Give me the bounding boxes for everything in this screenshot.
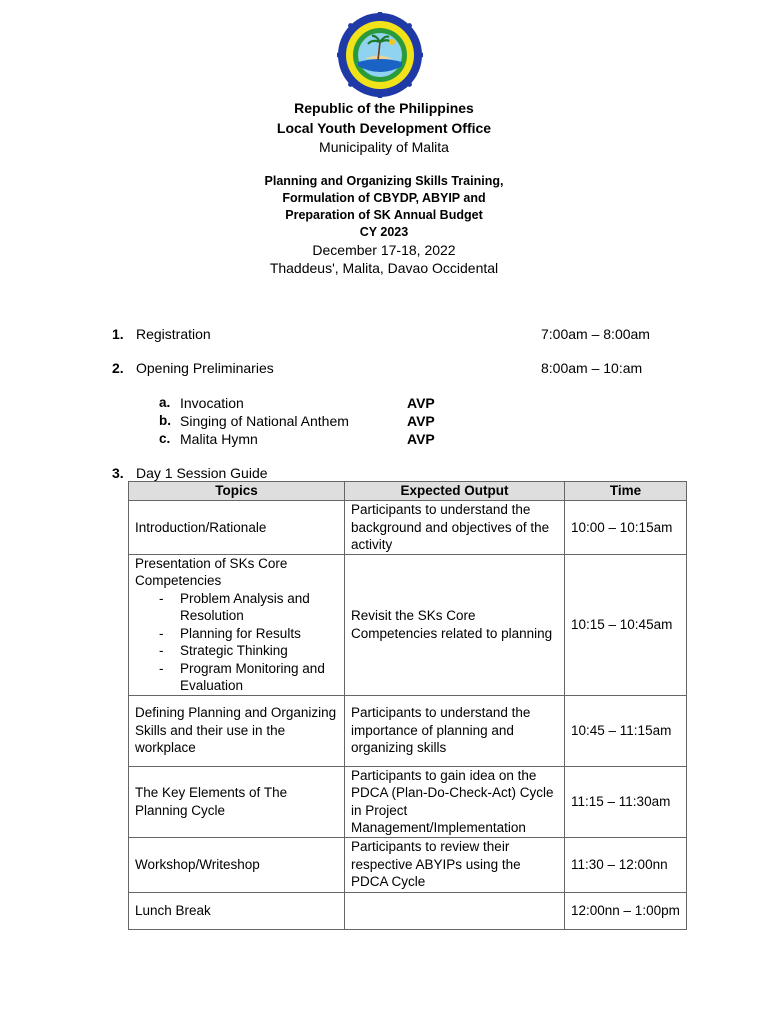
table-row bbox=[129, 695, 687, 766]
row-time: 11:30 – 12:00nn bbox=[565, 837, 687, 892]
sub-item-b-letter: b. bbox=[159, 413, 171, 428]
row-time: 11:15 – 11:30am bbox=[565, 766, 687, 837]
table-header-row bbox=[129, 482, 687, 501]
row-expected-output bbox=[345, 892, 565, 929]
table-row bbox=[129, 501, 687, 555]
title-line-1: Planning and Organizing Skills Training, bbox=[264, 174, 504, 188]
sub-item-a-label: Invocation bbox=[180, 395, 244, 411]
item-1-label: Registration bbox=[136, 326, 211, 342]
sub-item-b-label: Singing of National Anthem bbox=[180, 413, 349, 429]
sub-item-c-label: Malita Hymn bbox=[180, 431, 258, 447]
competency-item: - Planning for Results bbox=[135, 625, 338, 643]
sub-item-b-by: AVP bbox=[407, 413, 435, 429]
title-line-2: Formulation of CBYDP, ABYIP and bbox=[282, 191, 486, 205]
column-header-expected-output: Expected Output bbox=[345, 482, 565, 501]
competency-item: - Problem Analysis and Resolution bbox=[135, 590, 338, 625]
competency-list bbox=[135, 590, 338, 695]
item-2-time: 8:00am – 10:am bbox=[541, 360, 643, 376]
row-time: 10:15 – 10:45am bbox=[565, 554, 687, 695]
item-1-number: 1. bbox=[112, 326, 124, 342]
row-expected-output: Participants to understand the importance of planning and organizing skills bbox=[345, 695, 565, 766]
item-2-number: 2. bbox=[112, 360, 124, 376]
table-row bbox=[129, 892, 687, 929]
row-expected-output: Participants to understand the background and objectives of the activity bbox=[345, 501, 565, 555]
row-time: 10:45 – 11:15am bbox=[565, 695, 687, 766]
table-row bbox=[129, 766, 687, 837]
row-expected-output: Participants to gain idea on the PDCA (Plan-Do-Check-Act) Cycle in Project Management/Implementation bbox=[345, 766, 565, 837]
row-topic: Introduction/Rationale bbox=[129, 501, 345, 555]
row-time: 10:00 – 10:15am bbox=[565, 501, 687, 555]
item-3-label: Day 1 Session Guide bbox=[136, 465, 268, 481]
competency-item: - Strategic Thinking bbox=[135, 642, 338, 660]
row-topic: Workshop/Writeshop bbox=[129, 837, 345, 892]
row-expected-output: Revisit the SKs Core Competencies related to planning bbox=[345, 554, 565, 695]
session-guide-table bbox=[128, 481, 687, 930]
row-topic: Defining Planning and Organizing Skills and their use in the workplace bbox=[129, 695, 345, 766]
row-expected-output: Participants to review their respective ABYIPs using the PDCA Cycle bbox=[345, 837, 565, 892]
header-municipality: Municipality of Malita bbox=[319, 139, 449, 155]
competency-item: - Program Monitoring and Evaluation bbox=[135, 660, 338, 695]
column-header-time: Time bbox=[565, 482, 687, 501]
item-1-time: 7:00am – 8:00am bbox=[541, 326, 650, 342]
row-topic-cell bbox=[129, 554, 345, 695]
header-republic: Republic of the Philippines bbox=[294, 100, 474, 116]
item-3-number: 3. bbox=[112, 465, 124, 481]
title-year: CY 2023 bbox=[359, 225, 409, 239]
row-topic: Presentation of SKs Core Competencies bbox=[135, 555, 288, 588]
row-time: 12:00nn – 1:00pm bbox=[565, 892, 687, 929]
sub-item-c-by: AVP bbox=[407, 431, 435, 447]
table-row bbox=[129, 837, 687, 892]
header-office: Local Youth Development Office bbox=[276, 120, 492, 136]
table-row bbox=[129, 554, 687, 695]
municipality-seal-icon bbox=[337, 12, 423, 98]
column-header-topics: Topics bbox=[129, 482, 345, 501]
sub-item-a-letter: a. bbox=[159, 395, 171, 410]
title-line-3: Preparation of SK Annual Budget bbox=[285, 208, 483, 222]
row-topic: Lunch Break bbox=[129, 892, 345, 929]
row-topic: The Key Elements of The Planning Cycle bbox=[129, 766, 345, 837]
event-venue: Thaddeus', Malita, Davao Occidental bbox=[269, 260, 499, 276]
sub-item-c-letter: c. bbox=[159, 431, 171, 446]
sub-item-a-by: AVP bbox=[407, 395, 435, 411]
item-2-label: Opening Preliminaries bbox=[136, 360, 274, 376]
event-date: December 17-18, 2022 bbox=[312, 242, 456, 258]
